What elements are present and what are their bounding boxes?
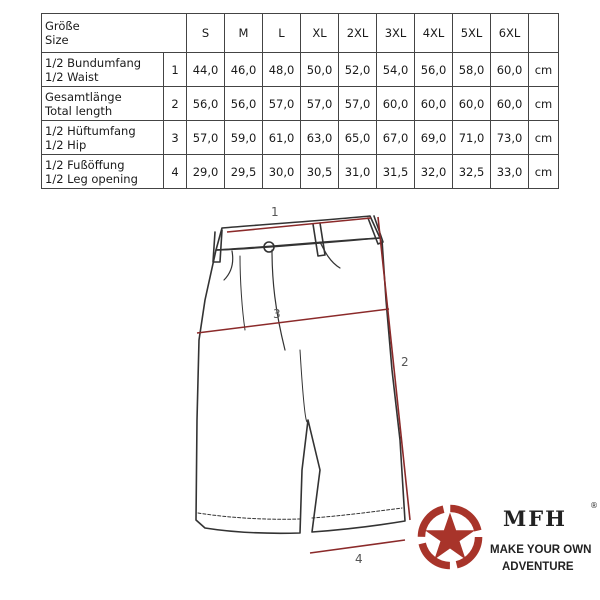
table-cell: 60,0 — [377, 87, 415, 121]
table-cell: 60,0 — [415, 87, 453, 121]
row-index: 2 — [164, 87, 187, 121]
measure-label-4: 4 — [355, 552, 363, 566]
table-cell: 50,0 — [301, 53, 339, 87]
unit-cell: cm — [529, 155, 559, 189]
table-cell: 29,0 — [187, 155, 225, 189]
table-cell: 52,0 — [339, 53, 377, 87]
registered-mark: ® — [590, 501, 598, 510]
table-cell: 56,0 — [225, 87, 263, 121]
table-cell: 57,0 — [263, 87, 301, 121]
table-cell: 60,0 — [491, 53, 529, 87]
size-column-header: 5XL — [453, 14, 491, 53]
table-cell: 67,0 — [377, 121, 415, 155]
table-cell: 71,0 — [453, 121, 491, 155]
measurement-labels — [271, 205, 409, 566]
table-cell: 61,0 — [263, 121, 301, 155]
brand-slogan-line2: ADVENTURE — [502, 561, 574, 573]
table-cell: 29,5 — [225, 155, 263, 189]
measure-label-1: 1 — [271, 205, 279, 219]
table-row-leg-opening — [42, 155, 559, 189]
table-cell: 32,5 — [453, 155, 491, 189]
size-column-header: 3XL — [377, 14, 415, 53]
row-label: 1/2 Hüftumfang 1/2 Hip — [42, 121, 164, 155]
table-cell: 60,0 — [453, 87, 491, 121]
size-column-header: 6XL — [491, 14, 529, 53]
table-cell: 60,0 — [491, 87, 529, 121]
table-cell: 48,0 — [263, 53, 301, 87]
unit-cell: cm — [529, 87, 559, 121]
row-index: 1 — [164, 53, 187, 87]
table-cell: 30,5 — [301, 155, 339, 189]
star-circle-icon — [416, 503, 484, 571]
measure-label-2: 2 — [401, 355, 409, 369]
table-cell: 73,0 — [491, 121, 529, 155]
measure-label-3: 3 — [273, 307, 281, 321]
size-column-header: 4XL — [415, 14, 453, 53]
table-cell: 59,0 — [225, 121, 263, 155]
size-chart-table — [41, 13, 559, 189]
table-row-waist — [42, 53, 559, 87]
table-cell: 65,0 — [339, 121, 377, 155]
table-row-hip — [42, 121, 559, 155]
size-column-header: L — [263, 14, 301, 53]
unit-column-header — [529, 14, 559, 53]
table-row-length — [42, 87, 559, 121]
table-cell: 57,0 — [339, 87, 377, 121]
table-cell: 46,0 — [225, 53, 263, 87]
unit-cell: cm — [529, 53, 559, 87]
row-index: 3 — [164, 121, 187, 155]
row-label: Gesamtlänge Total length — [42, 87, 164, 121]
brand-name: MFH — [503, 506, 567, 531]
shorts-outline — [196, 216, 405, 533]
table-cell: 30,0 — [263, 155, 301, 189]
brand-logo — [414, 496, 600, 599]
row-label: 1/2 Fußöffung 1/2 Leg opening — [42, 155, 164, 189]
table-cell: 33,0 — [491, 155, 529, 189]
size-column-header: M — [225, 14, 263, 53]
table-cell: 57,0 — [301, 87, 339, 121]
table-cell: 32,0 — [415, 155, 453, 189]
table-cell: 31,0 — [339, 155, 377, 189]
unit-cell: cm — [529, 121, 559, 155]
size-column-header: XL — [301, 14, 339, 53]
table-cell: 69,0 — [415, 121, 453, 155]
table-cell: 44,0 — [187, 53, 225, 87]
table-cell: 31,5 — [377, 155, 415, 189]
table-cell: 57,0 — [187, 121, 225, 155]
table-cell: 63,0 — [301, 121, 339, 155]
measure-line-hip — [197, 309, 389, 333]
brand-slogan-line1: MAKE YOUR OWN — [490, 544, 592, 556]
table-cell: 58,0 — [453, 53, 491, 87]
table-cell: 56,0 — [187, 87, 225, 121]
size-column-header: 2XL — [339, 14, 377, 53]
measurement-lines — [197, 217, 410, 553]
size-column-header: S — [187, 14, 225, 53]
size-header-label: Größe Size — [42, 14, 187, 53]
table-header-row — [42, 14, 559, 53]
row-index: 4 — [164, 155, 187, 189]
table-cell: 56,0 — [415, 53, 453, 87]
measure-line-waist — [227, 218, 371, 232]
table-cell: 54,0 — [377, 53, 415, 87]
row-label: 1/2 Bundumfang 1/2 Waist — [42, 53, 164, 87]
